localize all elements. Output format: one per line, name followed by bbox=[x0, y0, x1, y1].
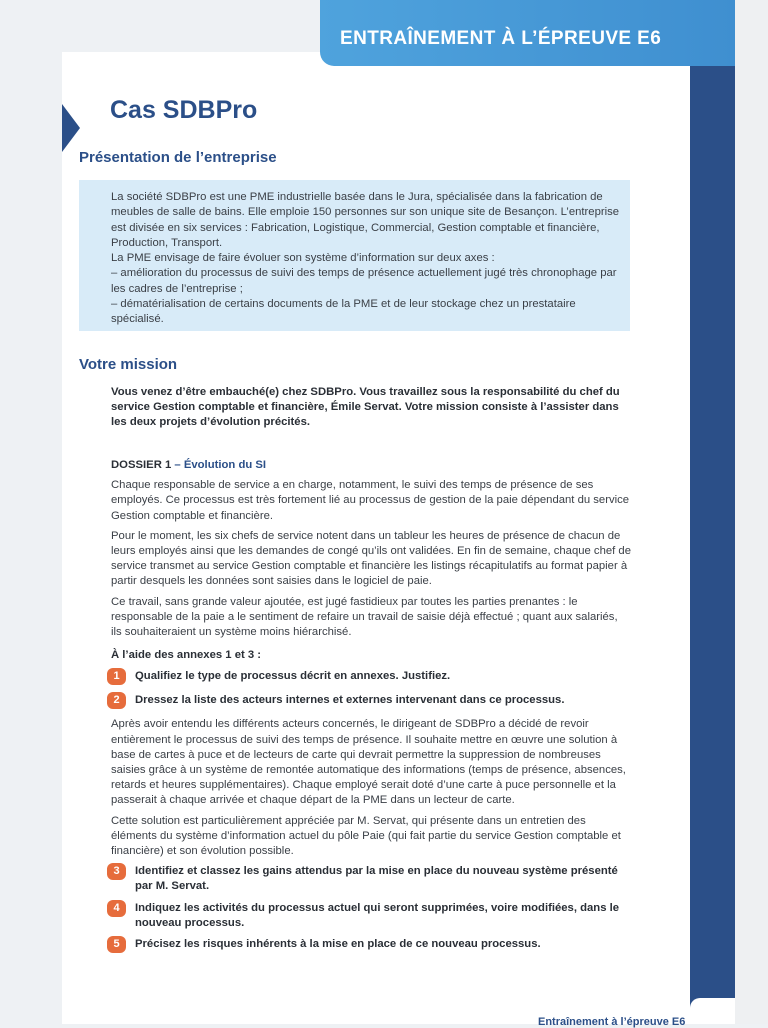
dossier-title bbox=[111, 458, 631, 473]
case-title: Cas SDBPro bbox=[110, 96, 258, 124]
question-text: Indiquez les activités du processus actuel qui seront supprimées, voire modifiées, dans le nouveau processus. bbox=[135, 901, 620, 929]
question-1 bbox=[107, 669, 631, 687]
question-number-badge: 3 bbox=[107, 863, 126, 880]
mission-text: Vous venez d’être embauché(e) chez SDBPro. Vous travaillez sous la responsabilité du chef du service Gestion comptable et financière, Émile Servat. Votre mission consiste à l’assister dans les deux projets d’évolution précités. bbox=[111, 386, 620, 428]
footer-text: Entraînement à l’épreuve E6 bbox=[538, 1016, 686, 1028]
page-number-tab bbox=[690, 998, 735, 1024]
question-4 bbox=[107, 901, 631, 931]
dossier-title-text: – Évolution du SI bbox=[171, 459, 267, 471]
header-title: ENTRAÎNEMENT À L’ÉPREUVE E6 bbox=[340, 28, 662, 49]
question-number-badge: 2 bbox=[107, 692, 126, 709]
presentation-text bbox=[111, 190, 626, 328]
dossier-paragraph: Cette solution est particulièrement appréciée par M. Servat, qui présente dans un entretien des éléments du système d’information actuel du pôle Paie (qui fait partie du service Gestion comptable et financière) et son évolution possible. bbox=[111, 814, 621, 858]
question-3 bbox=[107, 864, 631, 894]
question-number-badge: 1 bbox=[107, 668, 126, 685]
presentation-paragraph: La société SDBPro est une PME industrielle basée dans le Jura, spécialisée dans la fabrication de meubles de salle de bains. Elle emploie 150 personnes sur son unique site de Besançon. L’entreprise est divisée en six services : Fabrication, Logistique, Commercial, Gestion comptable et financière, Production, Transport. bbox=[111, 191, 620, 249]
presentation-paragraph: – dématérialisation de certains documents de la PME et de leur stockage chez un prestataire spécialisé. bbox=[111, 298, 576, 326]
title-arrow-marker bbox=[62, 104, 80, 152]
annexes-instruction: À l’aide des annexes 1 et 3 : bbox=[111, 649, 262, 662]
dossier-paragraph: Pour le moment, les six chefs de service notent dans un tableur les heures de présence de chacun de leurs employés ainsi que les demandes de congé qu’ils ont validées. En fin de semaine, chaque chef de service transmet au service Gestion comptable et financière les listings récapitulatifs au format papier à partir desquels les données sont saisies dans le logiciel de paie. bbox=[111, 529, 631, 588]
right-dark-band bbox=[690, 0, 735, 1024]
page-edge bbox=[735, 0, 768, 1024]
dossier-number: DOSSIER 1 bbox=[111, 459, 172, 471]
presentation-paragraph: – amélioration du processus de suivi des temps de présence actuellement jugé très chronophage par les cadres de l’entreprise ; bbox=[111, 267, 617, 295]
dossier-paragraph: Ce travail, sans grande valeur ajoutée, est jugé fastidieux par toutes les parties prenantes : le responsable de la paie a le sentiment de refaire un travail de saisie déjà effectué ; quant aux salariés, ils souhaiteraient un système moins hiérarchisé. bbox=[111, 595, 618, 639]
question-text: Dressez la liste des acteurs internes et externes intervenant dans ce processus. bbox=[135, 694, 565, 707]
question-number-badge: 4 bbox=[107, 900, 126, 917]
question-text: Précisez les risques inhérents à la mise en place de ce nouveau processus. bbox=[135, 938, 541, 951]
mission-heading: Votre mission bbox=[79, 356, 178, 373]
question-number-badge: 5 bbox=[107, 936, 126, 953]
presentation-paragraph: La PME envisage de faire évoluer son système d’information sur deux axes : bbox=[111, 252, 495, 265]
question-5 bbox=[107, 937, 631, 955]
question-2 bbox=[107, 693, 631, 711]
dossier-section bbox=[111, 458, 631, 961]
question-text: Qualifiez le type de processus décrit en annexes. Justifiez. bbox=[135, 670, 451, 683]
question-text: Identifiez et classez les gains attendus par la mise en place du nouveau système présenté par M. Servat. bbox=[135, 865, 618, 893]
dossier-paragraph: Après avoir entendu les différents acteurs concernés, le dirigeant de SDBPro a décidé de revoir entièrement le processus de suivi des temps de présence. Il souhaite mettre en œuvre une solution à base de cartes à puce et de lecteurs de carte qui devrait permettre la suppression de nombreuses saisies grâce à un système de remontée automatique des informations (temps de présence, absences, retards et heures supplémentaires). Chaque employé serait doté d’une carte à puce personnelle et la passerait à chaque arrivée et chaque départ de la PME dans un lecteur de carte. bbox=[111, 718, 626, 807]
presentation-heading: Présentation de l’entreprise bbox=[79, 149, 277, 166]
dossier-paragraph: Chaque responsable de service a en charge, notamment, le suivi des temps de présence de ses employés. Ce processus est très fortement lié au processus de gestion de la paie dépendant du service Gestion comptable et financière. bbox=[111, 479, 630, 522]
